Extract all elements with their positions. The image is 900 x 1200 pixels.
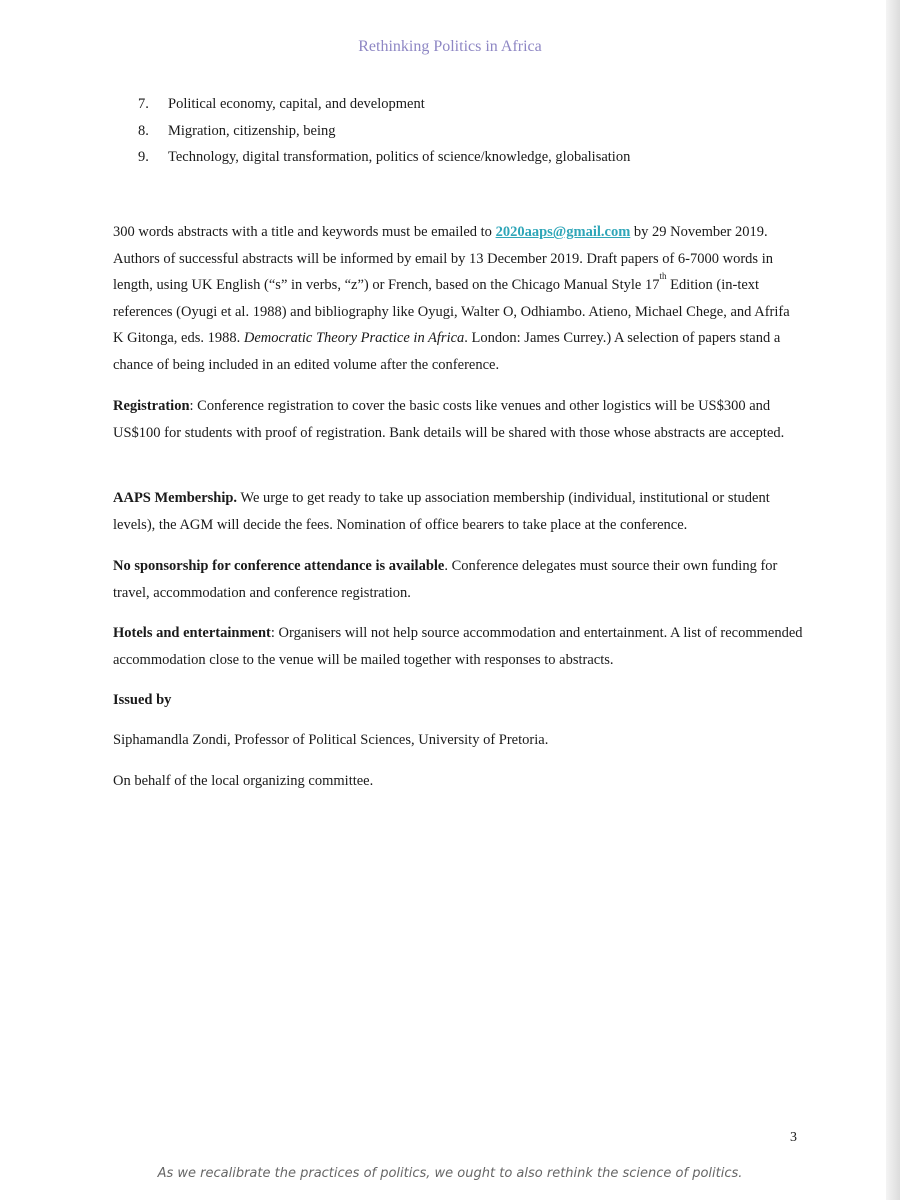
- themes-list: [138, 93, 818, 173]
- issued-on-behalf: On behalf of the local organizing committee.: [113, 773, 374, 789]
- abstracts-text: 300 words abstracts with a title and keywords must be emailed to: [113, 224, 496, 240]
- list-item-text: Political economy, capital, and development: [168, 96, 425, 112]
- issued-by-heading: [113, 687, 803, 714]
- list-item-number: 9.: [138, 149, 149, 165]
- hotels-label: Hotels and entertainment: [113, 625, 271, 641]
- membership-label: AAPS Membership.: [113, 490, 238, 506]
- issued-by-label: Issued by: [113, 692, 172, 708]
- hotels-paragraph: [113, 620, 803, 673]
- registration-paragraph: [113, 393, 803, 446]
- list-item: [138, 93, 818, 120]
- list-item: [138, 146, 818, 173]
- list-item-text: Migration, citizenship, being: [168, 122, 336, 139]
- email-link[interactable]: 2020aaps@gmail.com: [495, 224, 631, 240]
- list-item: [138, 120, 818, 147]
- membership-text: We urge to get ready to take up association membership (individual, institutional or student levels), the AGM will decide the fees. Nomination of office bearers to take place at the conference.: [113, 490, 770, 533]
- superscript-th: th: [659, 271, 667, 281]
- sponsorship-text: . Conference delegates must source their own funding for travel, accommodation and conference registration.: [113, 558, 778, 601]
- registration-text: : Conference registration to cover the basic costs like venues and other logistics will be US$300 and US$100 for students with proof of registration. Bank details will be shared with those whose abstracts are accepted.: [113, 398, 785, 441]
- page-edge-shadow: [886, 0, 900, 1200]
- list-item-number: 8.: [138, 122, 149, 139]
- page-footer: As we recalibrate the practices of politics, we ought to also rethink the science of politics.: [157, 1166, 743, 1181]
- book-title: Democratic Theory Practice in Africa: [243, 330, 465, 346]
- sponsorship-label: No sponsorship for conference attendance is available: [113, 558, 445, 574]
- hotels-text: : Organisers will not help source accommodation and entertainment. A list of recommended accommodation close to the venue will be mailed together with responses to abstracts.: [113, 625, 803, 668]
- membership-paragraph: [113, 485, 803, 538]
- registration-label: Registration: [113, 398, 190, 414]
- sponsorship-paragraph: [113, 553, 803, 606]
- abstracts-text: Edition (in-text references (Oyugi et al. 1988) and bibliography like Oyugi, Walter O, Odhiambo. Atieno, Michael Chege, and Afrifa K Gitonga, eds. 1988.: [113, 277, 790, 346]
- list-item-text: Technology, digital transformation, politics of science/knowledge, globalisation: [168, 149, 631, 165]
- list-item-number: 7.: [138, 96, 149, 112]
- abstracts-text: by 29 November 2019. Authors of successful abstracts will be informed by email by 13 December 2019. Draft papers of 6-7000 words in length, using UK English (“s” in verbs, “z”) or French, based on the Chicago Manual Style 17: [113, 224, 773, 293]
- page-header: Rethinking Politics in Africa: [358, 38, 542, 55]
- abstracts-paragraph: [113, 219, 803, 378]
- abstracts-text: . London: James Currey.) A selection of papers stand a chance of being included in an edited volume after the conference.: [113, 330, 781, 373]
- page-number: 3: [790, 1130, 797, 1145]
- issued-by-author: Siphamandla Zondi, Professor of Political Sciences, University of Pretoria.: [113, 732, 549, 748]
